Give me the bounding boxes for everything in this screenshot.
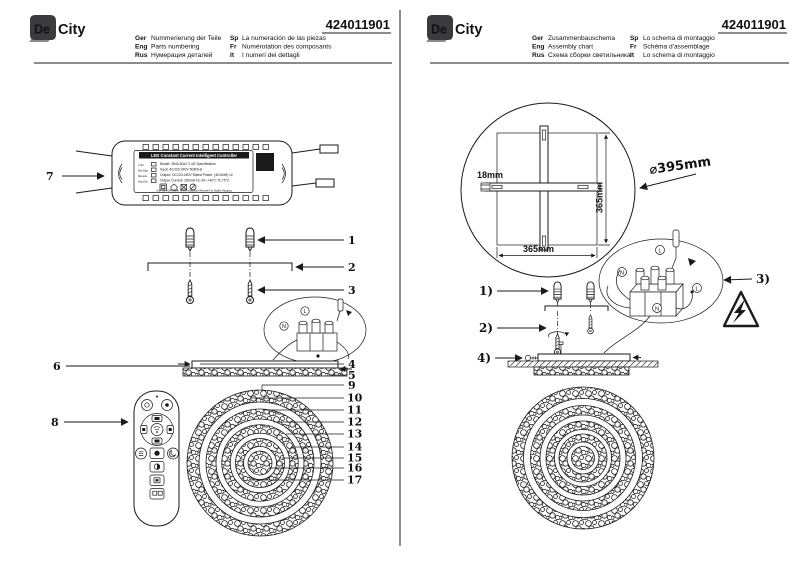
lang-code: It [230,52,235,59]
remote-led-icon [156,396,158,398]
left-header [29,15,392,63]
callout-11: 11 [347,403,363,417]
callout-16: 16 [347,461,363,475]
switch-label: Seg Dim [138,180,148,184]
mounting-detail-circle [461,103,635,277]
plate-screw-head [559,342,563,345]
lang-text: I numeri dei dettagli [242,52,300,59]
callout-12: 12 [347,415,363,429]
screen-fill-icon [156,479,159,481]
callout-8: 8 [51,416,59,429]
lang-code: Sp [630,35,639,42]
logo-text-de: De [431,22,447,37]
callout-10: 10 [347,391,363,405]
switch-label: Remote [138,175,148,178]
switch-label: Dim App [138,169,148,173]
dim-horizontal [497,244,597,258]
right-language-table [532,35,715,59]
lang-text: Numérotation des composants [242,43,332,51]
crystal-center-cluster [572,447,595,470]
wire-end-dot [316,354,319,357]
step-3-label: 3) [756,272,771,286]
lang-code: Sp [230,35,239,42]
lang-code: Ger [135,35,147,42]
terminal-label-L: L [695,286,699,293]
callout-1: 1 [348,234,356,247]
terminal-label-L: L [303,309,307,316]
driver-spec-line: Output Current: 280mA Ta:-20~+40°C Tc:75°C [160,178,230,183]
driver-wires-left [76,151,112,193]
full-brightness-icon [154,451,159,456]
wire-end-dot [691,291,694,294]
step-1-anchors [554,282,594,313]
step-2-screws [549,311,594,355]
lang-code: Ger [532,35,544,42]
lang-text: Нумерация деталей [151,52,213,59]
step-4-label: 4) [477,351,492,365]
callout-7: 7 [46,170,54,183]
mounting-screws [187,280,254,304]
driver-label [134,151,253,193]
lang-text: La numeración de las piezas [242,35,326,42]
led-driver-unit [76,141,338,205]
dim-horizontal-label: 365mm [523,244,555,254]
fixture-side-view [508,316,658,375]
callout-17: 17 [347,473,363,487]
dpad-down-icon [155,440,160,443]
driver-spec-line: Output: DC120-240V Rated Power: (40-60W) x2 [160,173,233,177]
brand-logo [29,15,85,42]
part-number: 424011901 [325,17,390,32]
screwdriver-icon [673,230,679,247]
dim-hole-depth: 18mm [477,170,504,180]
lang-code: Fr [630,43,637,51]
callout-3: 3 [348,284,356,297]
bracket-horizontal-bar [486,183,600,191]
callout-9: 9 [348,379,356,392]
callout-6: 6 [53,360,61,373]
logo-text-de: De [34,22,50,37]
lang-text: Lo schema di montaggio [643,35,715,42]
step-2-label: 2) [479,321,494,335]
lang-text: Schéma d'assemblage [643,43,710,51]
callout-13: 13 [347,427,363,441]
callout-2: 2 [348,261,356,274]
power-off-icon [165,403,169,407]
logo-text-city: City [58,22,86,38]
lang-text: Parts numbering [151,43,200,51]
lang-text: Lo schema di montaggio [643,52,715,59]
lang-code: Fr [230,43,237,51]
callout-15: 15 [347,451,363,465]
driver-label-footer: Use Non-Dimmable Units Installation Remark For Stable Hanging [156,189,232,193]
left-language-table [135,35,332,59]
lang-text: Nummerierung der Teile [151,35,222,42]
crystal-center-cluster [248,451,272,475]
lang-text: Схема сборки светильника [548,52,631,59]
ceiling-strip [508,361,658,367]
lang-text: Zusammenbauschema [548,35,616,42]
callout-4: 4 [348,358,356,371]
terminal-label-L: L [658,248,662,255]
remote-control [134,391,179,526]
driver-spec-line: Input: AC220-240V 50/60Hz [160,167,203,172]
mounting-plate [192,361,338,368]
remote-power-on-button[interactable] [142,400,153,411]
lang-code: Rus [532,52,545,59]
step-1-label: 1) [479,284,494,298]
mounting-bracket-bar [148,263,292,271]
lang-code: Eng [135,43,148,51]
base-plate-side-view [178,361,352,376]
terminal-label-N: N [620,270,624,277]
terminal-block [297,333,337,351]
lang-code: Rus [135,52,148,59]
terminal-cylinders [299,319,333,333]
driver-label-header: LED Constant Current Intelligent Controller [150,153,238,159]
chandelier-top-view-left [187,390,333,536]
callout-9-leader [262,385,344,391]
terminal-detail-bubble-left [264,297,366,363]
crystal-band [183,368,347,376]
terminal-block-top [630,284,683,292]
callout-5: 5 [348,369,356,382]
driver-spec-line: Model: 2840-60x2 2.4G Specification [160,162,216,166]
terminal-label-N: N [282,324,286,331]
terminal-detail-bubble-right [599,230,723,323]
bracket-screw [481,183,490,191]
lang-text: Assembly chart [548,43,594,51]
step-bracket-bar [545,306,608,311]
terminal-block [630,292,676,316]
dpad-left-icon [142,428,145,431]
crystal-band [534,367,629,375]
lang-code: It [630,52,635,59]
brand-logo [426,15,482,42]
chandelier-top-view-right [512,387,654,529]
diameter-leader [640,174,696,188]
switch-label: 2.4G [138,164,144,167]
callout-14: 14 [347,440,363,454]
screwdriver-icon [338,299,343,311]
part-number: 424011901 [721,17,786,32]
dpad-right-icon [169,428,172,431]
step-3-leader [724,279,752,280]
centerlines [190,252,250,277]
mounting-plate [538,354,630,361]
dim-vertical-label: 365mm [594,181,605,213]
terminal-label-N: N [655,306,659,313]
dim-diameter-label: ⌀395mm [648,154,713,178]
logo-text-city: City [455,22,483,38]
right-header [426,15,789,63]
wire-connector [320,145,338,153]
lang-code: Eng [532,43,545,51]
wall-anchors [186,228,254,277]
wire-connector [316,179,334,187]
dpad-up-icon [155,417,160,420]
electric-shock-warning-icon [724,292,758,326]
driver-qr-block [256,153,274,171]
